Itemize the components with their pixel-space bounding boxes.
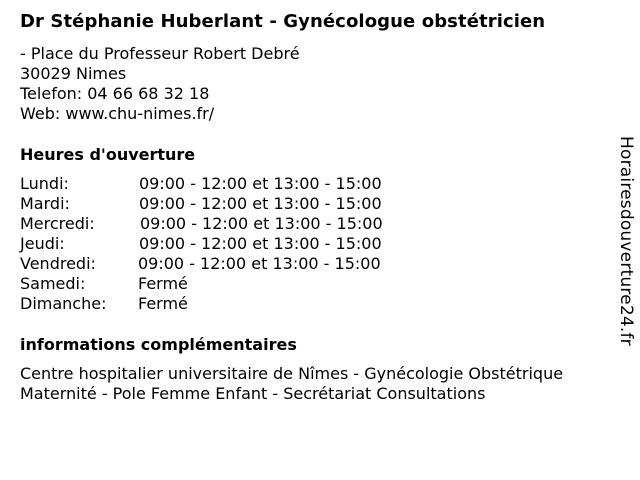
hours-heading: Heures d'ouverture: [20, 145, 196, 164]
time-value: 09:00 - 12:00 et 13:00 - 15:00: [139, 234, 382, 253]
website-link[interactable]: Web: www.chu-nimes.fr/: [20, 104, 215, 123]
day-label: Dimanche:: [20, 294, 107, 313]
time-value: Fermé: [138, 294, 188, 313]
time-value: 09:00 - 12:00 et 13:00 - 15:00: [140, 214, 383, 233]
info-heading: informations complémentaires: [20, 335, 297, 354]
day-label: Samedi:: [20, 274, 86, 293]
time-value: 09:00 - 12:00 et 13:00 - 15:00: [139, 174, 382, 193]
info-line: Centre hospitalier universitaire de Nîmes - Gynécologie Obstétrique: [20, 364, 564, 383]
info-line: Maternité - Pole Femme Enfant - Secrétariat Consultations: [20, 384, 486, 403]
time-value: 09:00 - 12:00 et 13:00 - 15:00: [138, 254, 381, 273]
address-city: 30029 Nimes: [20, 64, 127, 83]
time-value: Fermé: [138, 274, 188, 293]
day-label: Jeudi:: [20, 234, 65, 253]
phone-number: Telefon: 04 66 68 32 18: [20, 84, 210, 103]
day-label: Lundi:: [20, 174, 69, 193]
time-value: 09:00 - 12:00 et 13:00 - 15:00: [139, 194, 382, 213]
day-label: Vendredi:: [20, 254, 96, 273]
page-title: Dr Stéphanie Huberlant - Gynécologue obstétricien: [20, 11, 546, 32]
address-street: - Place du Professeur Robert Debré: [20, 44, 300, 63]
day-label: Mardi:: [20, 194, 70, 213]
site-watermark: Horairesdouverture24.fr: [616, 136, 636, 346]
day-label: Mercredi:: [20, 214, 95, 233]
